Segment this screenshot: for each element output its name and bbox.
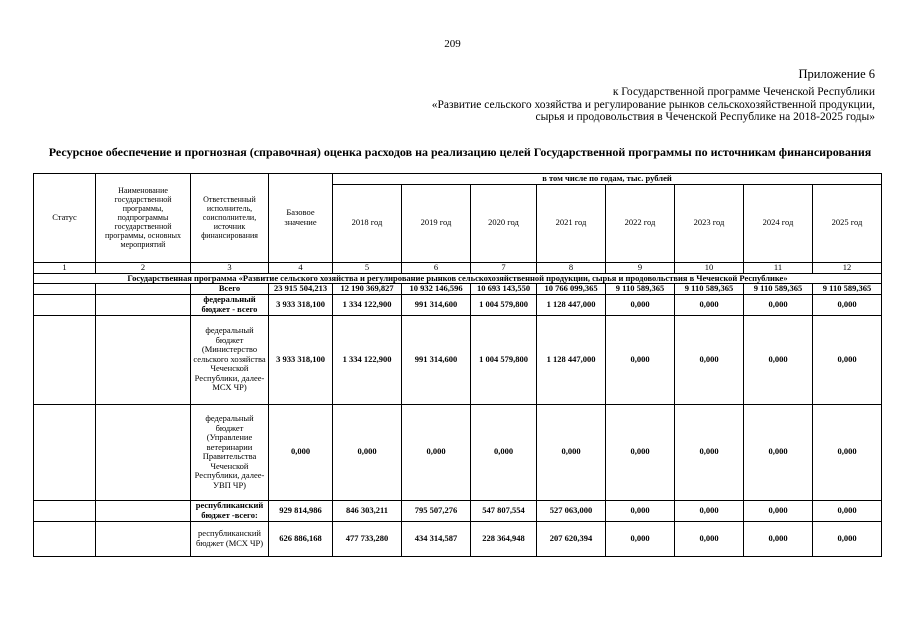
cell-value: 0,000 [744, 404, 813, 500]
table-row [34, 404, 882, 500]
cell-value: 0,000 [744, 521, 813, 556]
header-status: Статус [34, 174, 96, 263]
column-number: 4 [269, 262, 333, 273]
cell-base: 3 933 318,100 [269, 315, 333, 404]
column-number: 6 [402, 262, 471, 273]
column-number: 11 [744, 262, 813, 273]
appendix-subtitle [432, 86, 875, 124]
cell-value: 9 110 589,365 [675, 284, 744, 295]
cell-value: 10 693 143,550 [471, 284, 537, 295]
cell-value: 10 932 146,596 [402, 284, 471, 295]
cell-name [96, 404, 191, 500]
column-number: 7 [471, 262, 537, 273]
table-row [34, 284, 882, 295]
cell-value: 0,000 [606, 294, 675, 315]
cell-value: 0,000 [333, 404, 402, 500]
subtitle-line: сырья и продовольствия в Чеченской Республике на 2018-2025 годы» [535, 111, 875, 123]
cell-value: 0,000 [744, 294, 813, 315]
cell-value: 795 507,276 [402, 500, 471, 521]
cell-value: 10 766 099,365 [537, 284, 606, 295]
cell-value: 0,000 [813, 315, 882, 404]
cell-value: 547 807,554 [471, 500, 537, 521]
cell-name [96, 294, 191, 315]
cell-name [96, 315, 191, 404]
page-number: 209 [444, 38, 461, 50]
column-number: 1 [34, 262, 96, 273]
resource-table [33, 173, 882, 557]
header-year: 2019 год [402, 184, 471, 262]
cell-value: 1 004 579,800 [471, 315, 537, 404]
program-title-row: Государственная программа «Развитие сельского хозяйства и регулирование рынков сельскохозяйственной продукции, сырья и продовольствия в Чеченской Республике» [34, 273, 882, 284]
cell-value: 434 314,587 [402, 521, 471, 556]
cell-value: 228 364,948 [471, 521, 537, 556]
cell-value: 991 314,600 [402, 294, 471, 315]
cell-value: 0,000 [813, 500, 882, 521]
header-year: 2023 год [675, 184, 744, 262]
cell-value: 207 620,394 [537, 521, 606, 556]
cell-status [34, 315, 96, 404]
cell-value: 0,000 [675, 404, 744, 500]
cell-name [96, 284, 191, 295]
cell-value: 0,000 [606, 500, 675, 521]
cell-value: 1 128 447,000 [537, 294, 606, 315]
column-number: 3 [191, 262, 269, 273]
cell-value: 527 063,000 [537, 500, 606, 521]
column-number: 9 [606, 262, 675, 273]
column-number: 8 [537, 262, 606, 273]
cell-value: 0,000 [471, 404, 537, 500]
cell-name [96, 500, 191, 521]
cell-value: 1 004 579,800 [471, 294, 537, 315]
table-row [34, 294, 882, 315]
cell-value: 846 303,211 [333, 500, 402, 521]
appendix-label: Приложение 6 [798, 67, 875, 81]
cell-base: 23 915 504,213 [269, 284, 333, 295]
cell-value: 0,000 [606, 404, 675, 500]
cell-name [96, 521, 191, 556]
column-number: 5 [333, 262, 402, 273]
cell-value: 0,000 [675, 500, 744, 521]
header-name: Наименование государственной программы, подпрограммы государственной программы, основных мероприятий [96, 174, 191, 263]
cell-value: 0,000 [606, 315, 675, 404]
cell-value: 0,000 [744, 500, 813, 521]
column-number: 12 [813, 262, 882, 273]
header-base: Базовое значение [269, 174, 333, 263]
subtitle-line: к Государственной программе Чеченской Республики [612, 86, 875, 98]
table-row [34, 521, 882, 556]
cell-source: республиканский бюджет (МСХ ЧР) [191, 521, 269, 556]
header-executor: Ответственный исполнитель, соисполнители, источник финансирования [191, 174, 269, 263]
cell-value: 1 128 447,000 [537, 315, 606, 404]
header-year: 2025 год [813, 184, 882, 262]
cell-status [34, 284, 96, 295]
document-title: Ресурсное обеспечение и прогнозная (справочная) оценка расходов на реализацию целей Государственной программы по источникам финансирования [48, 145, 872, 159]
cell-value: 0,000 [813, 521, 882, 556]
cell-value: 1 334 122,900 [333, 294, 402, 315]
cell-value: 477 733,280 [333, 521, 402, 556]
cell-value: 0,000 [675, 315, 744, 404]
cell-value: 0,000 [813, 294, 882, 315]
cell-base: 626 886,168 [269, 521, 333, 556]
cell-value: 0,000 [537, 404, 606, 500]
header-year: 2018 год [333, 184, 402, 262]
cell-value: 0,000 [675, 294, 744, 315]
header-year: 2022 год [606, 184, 675, 262]
column-number: 2 [96, 262, 191, 273]
cell-source: федеральный бюджет - всего [191, 294, 269, 315]
cell-source: федеральный бюджет (Министерство сельского хозяйства Чеченской Республики, далее-МСХ ЧР) [191, 315, 269, 404]
cell-value: 9 110 589,365 [744, 284, 813, 295]
cell-value: 991 314,600 [402, 315, 471, 404]
header-year: 2020 год [471, 184, 537, 262]
table-row [34, 500, 882, 521]
cell-value: 0,000 [675, 521, 744, 556]
cell-source: республиканский бюджет -всего: [191, 500, 269, 521]
cell-value: 9 110 589,365 [606, 284, 675, 295]
header-year: 2024 год [744, 184, 813, 262]
cell-source: Всего [191, 284, 269, 295]
cell-value: 0,000 [813, 404, 882, 500]
cell-base: 929 814,986 [269, 500, 333, 521]
table-row [34, 315, 882, 404]
cell-value: 0,000 [744, 315, 813, 404]
cell-value: 12 190 369,827 [333, 284, 402, 295]
header-year: 2021 год [537, 184, 606, 262]
cell-value: 1 334 122,900 [333, 315, 402, 404]
cell-base: 3 933 318,100 [269, 294, 333, 315]
cell-status [34, 521, 96, 556]
cell-status [34, 294, 96, 315]
column-number: 10 [675, 262, 744, 273]
subtitle-line: «Развитие сельского хозяйства и регулирование рынков сельскохозяйственной продукции, [431, 98, 875, 111]
cell-status [34, 500, 96, 521]
header-years-group: в том числе по годам, тыс. рублей [333, 174, 882, 185]
cell-value: 0,000 [606, 521, 675, 556]
cell-value: 0,000 [402, 404, 471, 500]
cell-value: 9 110 589,365 [813, 284, 882, 295]
cell-source: федеральный бюджет (Управление ветеринарии Правительства Чеченской Республики, далее-УВП ЧР) [191, 404, 269, 500]
cell-base: 0,000 [269, 404, 333, 500]
cell-status [34, 404, 96, 500]
